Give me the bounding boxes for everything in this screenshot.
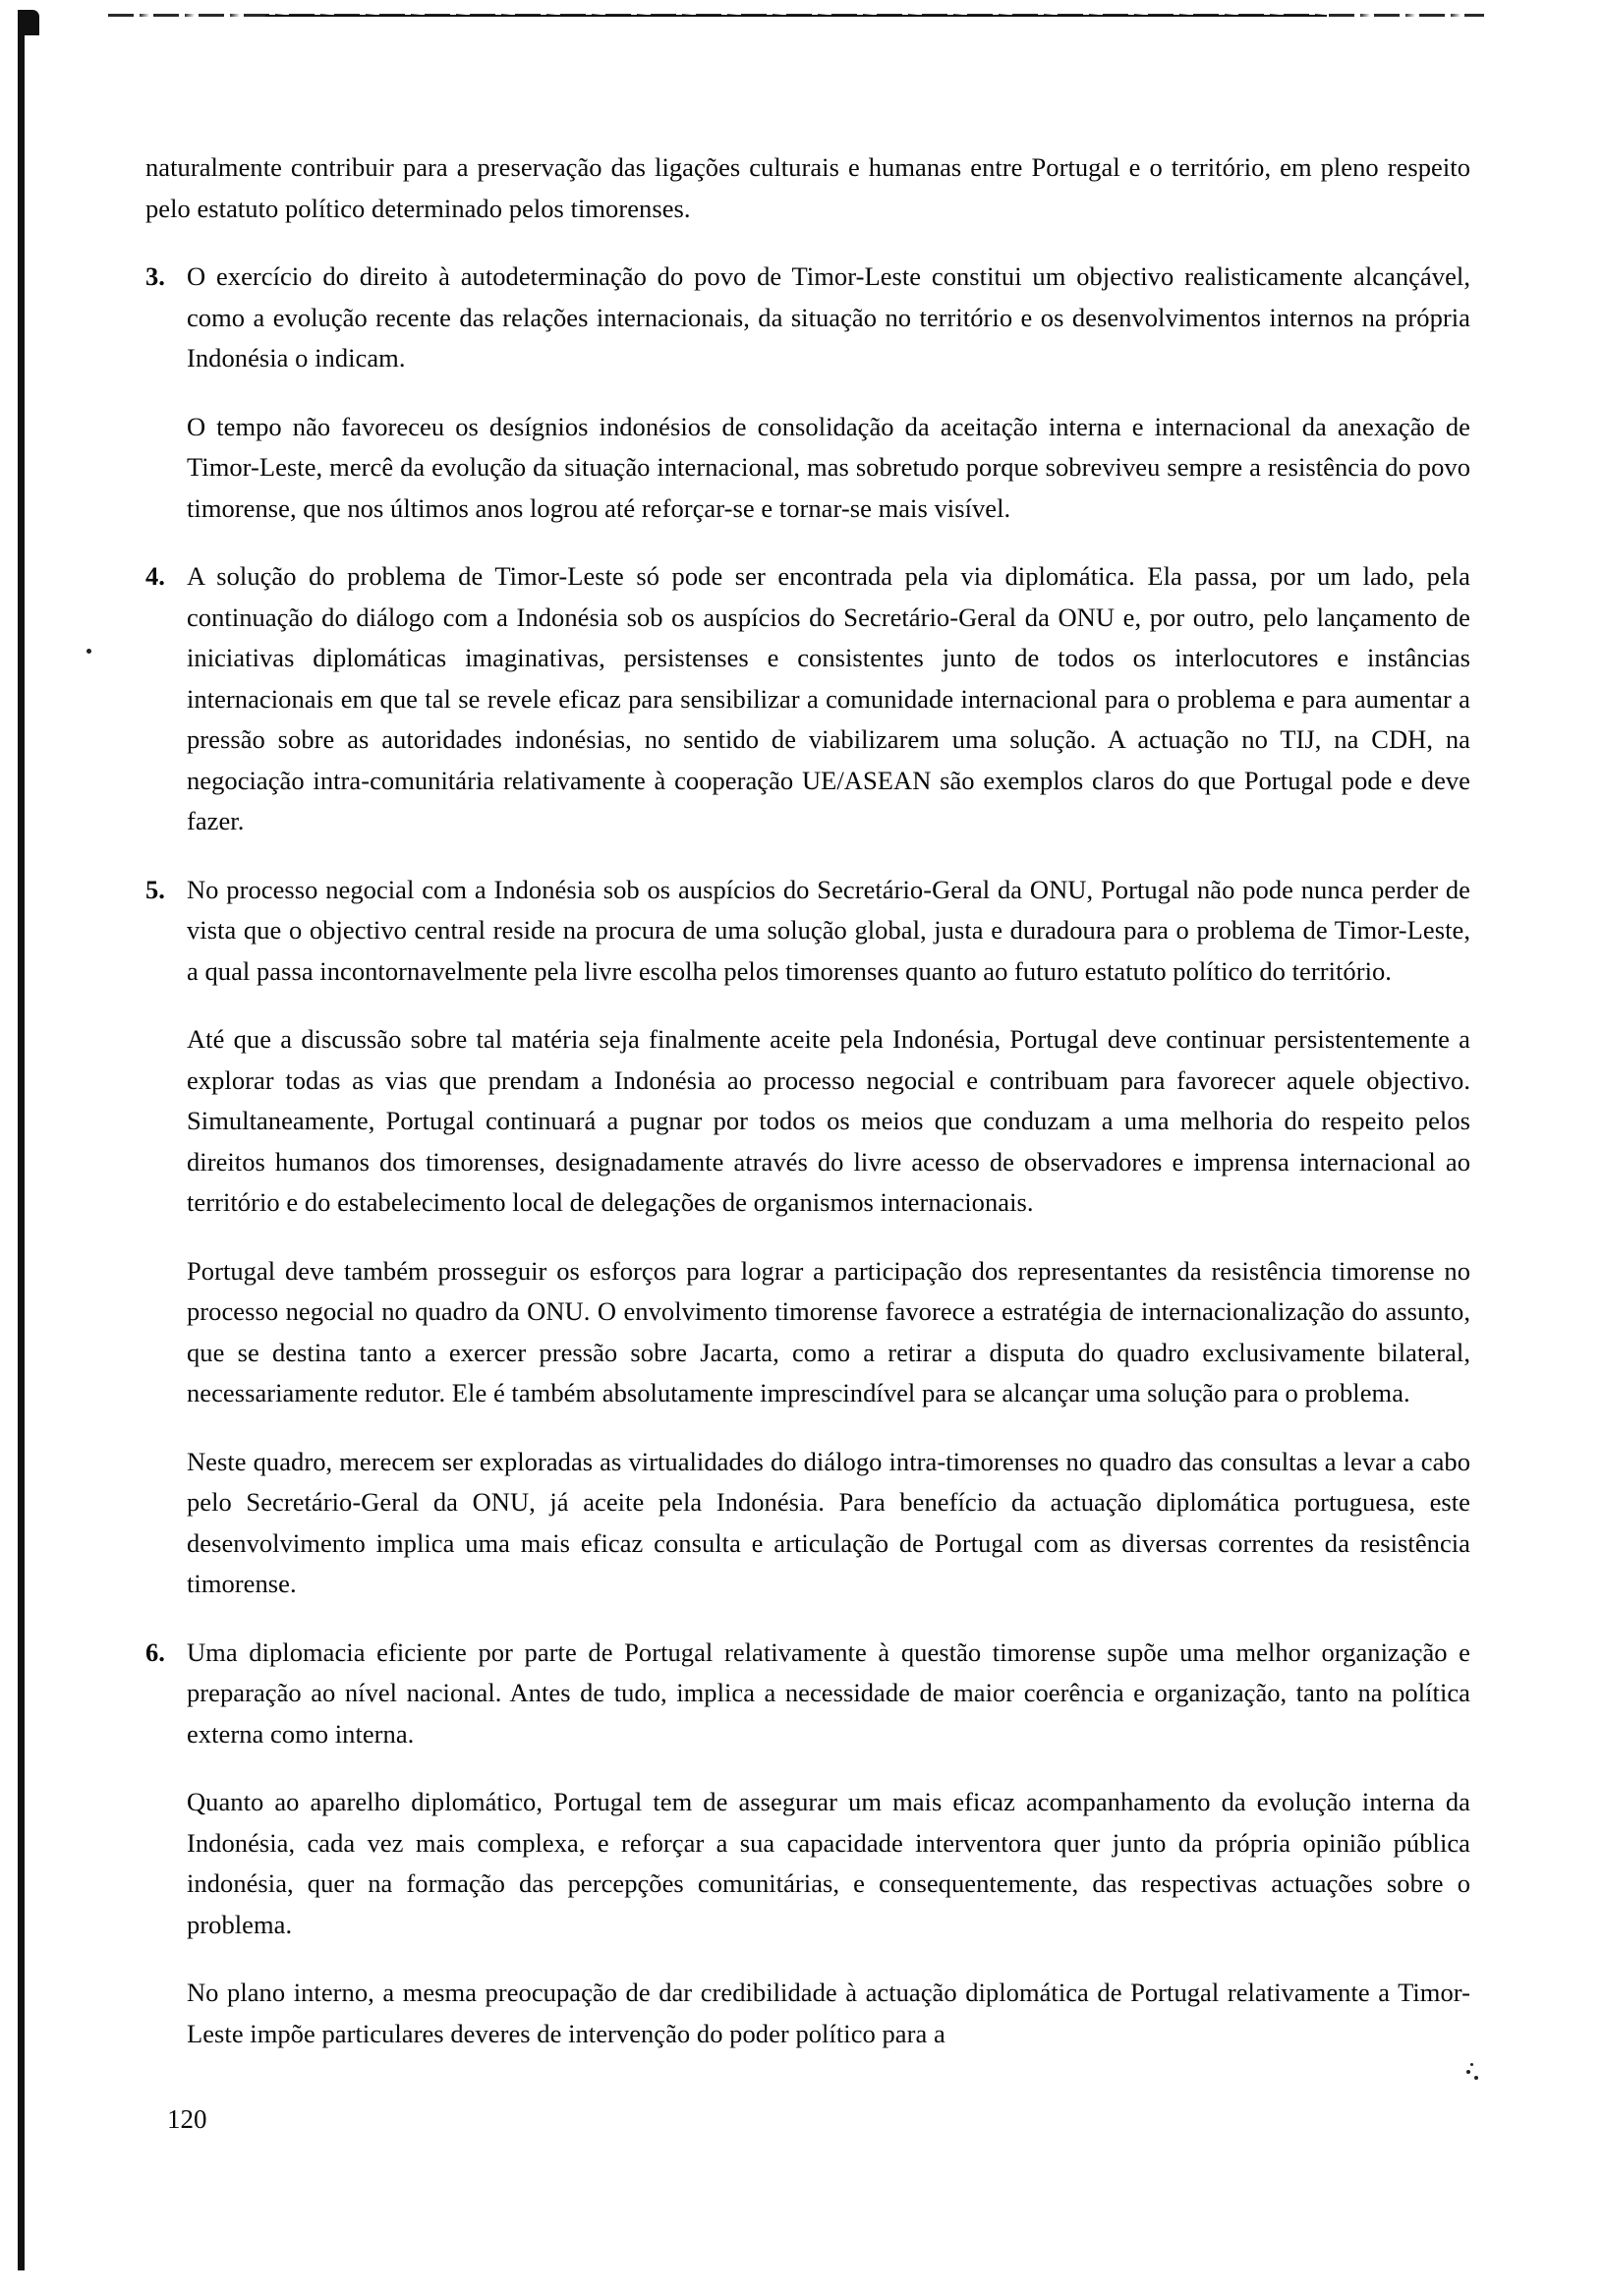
list-item-6-text: Uma diplomacia eficiente por parte de Portugal relativamente à questão timorense supõe uma melhor organização e preparação ao nível nacional. Antes de tudo, implica a necessidade de maior coerência e organização, tanto na política externa como interna. (187, 1636, 1470, 1749)
list-marker-5: 5. (145, 874, 165, 904)
paragraph-spacer (145, 1945, 1470, 1973)
paragraph-spacer (145, 379, 1470, 407)
list-item-3-paragraph-2 (145, 407, 1470, 530)
paragraph-spacer (145, 842, 1470, 870)
list-item-5-paragraph-3 (145, 1251, 1470, 1414)
list-item-6-paragraph-3-text: No plano interno, a mesma preocupação de dar credibilidade à actuação diplomática de Portugal relativamente a Timor-Leste impõe particulares deveres de intervenção do poder político para a (187, 1978, 1470, 2048)
list-marker-3: 3. (145, 261, 165, 291)
paragraph-spacer (145, 992, 1470, 1019)
list-item-4 (145, 556, 1470, 842)
corner-speck-artifact-b (1474, 2076, 1478, 2080)
list-item-3-paragraph-2-text: O tempo não favoreceu os desígnios indonésios de consolidação da aceitação interna e internacional da anexação de Timor-Leste, mercê da evolução da situação internacional, mas sobretudo porque sobreviveu sempre a resistência do povo timorense, que nos últimos anos logrou até reforçar-se e tornar-se mais visível. (187, 411, 1470, 523)
list-item-6-paragraph-3 (145, 1973, 1470, 2054)
page-number: 120 (167, 2104, 207, 2134)
paragraph-continuation: naturalmente contribuir para a preservação das ligações culturais e humanas entre Portugal e o território, em pleno respeito pelo estatuto político determinado pelos timorenses. (145, 152, 1470, 223)
corner-speck-artifact-c (1470, 2063, 1473, 2066)
list-item-5-paragraph-4 (145, 1442, 1470, 1605)
list-item-6-paragraph-2-text: Quanto ao aparelho diplomático, Portugal tem de assegurar um mais eficaz acompanhamento da evolução interna da Indonésia, cada vez mais complexa, e reforçar a sua capacidade interventora quer junto da própria opinião pública indonésia, quer na formação das percepções comunitárias, e consequentemente, das respectivas actuações sobre o problema. (187, 1787, 1470, 1939)
scan-edge-left-artifact (18, 10, 25, 2270)
list-item-5-paragraph-3-text: Portugal deve também prosseguir os esforços para lograr a participação dos representantes da resistência timorense no processo negocial no quadro da ONU. O envolvimento timorense favorece a estratégia de internacionalização do assunto, que se destina tanto a exercer pressão sobre Jacarta, como a retirar a disputa do quadro exclusivamente bilateral, necessariamente redutor. Ele é também absolutamente imprescindível para se alcançar uma solução para o problema. (187, 1255, 1470, 1407)
list-item-6-paragraph-2 (145, 1782, 1470, 1945)
list-marker-4: 4. (145, 561, 165, 591)
scan-edge-corner-artifact (18, 10, 39, 35)
paragraph-spacer (145, 1605, 1470, 1633)
list-item-3-text: O exercício do direito à autodeterminação do povo de Timor-Leste constitui um objectivo realisticamente alcançável, como a evolução recente das relações internacionais, da situação no território e os desenvolvimentos internos na própria Indonésia o indicam. (187, 261, 1470, 373)
list-item-5-paragraph-2 (145, 1019, 1470, 1224)
paragraph-spacer (145, 229, 1470, 257)
list-marker-6: 6. (145, 1636, 165, 1667)
list-item-4-text: A solução do problema de Timor-Leste só pode ser encontrada pela via diplomática. Ela passa, por um lado, pela continuação do diálogo com a Indonésia sob os auspícios do Secretário-Geral da ONU e, por outro, pelo lançamento de iniciativas diplomáticas imaginativas, persistenses e consistentes junto de todos os interlocutores e instâncias internacionais em que tal se revele eficaz para sensibilizar a comunidade internacional para o problema e para aumentar a pressão sobre as autoridades indonésias, no sentido de viabilizarem uma solução. A actuação no TIJ, na CDH, na negociação intra-comunitária relativamente à cooperação UE/ASEAN são exemplos claros do que Portugal pode e deve fazer. (187, 561, 1470, 835)
list-item-5 (145, 870, 1470, 993)
list-item-5-text: No processo negocial com a Indonésia sob os auspícios do Secretário-Geral da ONU, Portugal não pode nunca perder de vista que o objectivo central reside na procura de uma solução global, justa e duradoura para o problema de Timor-Leste, a qual passa incontornavelmente pela livre escolha pelos timorenses quanto ao futuro estatuto político do território. (187, 874, 1470, 986)
list-item-5-paragraph-4-text: Neste quadro, merecem ser exploradas as virtualidades do diálogo intra-timorenses no quadro das consultas a levar a cabo pelo Secretário-Geral da ONU, já aceite pela Indonésia. Para benefício da actuação diplomática portuguesa, este desenvolvimento implica uma mais eficaz consulta e articulação de Portugal com as diversas correntes da resistência timorense. (187, 1446, 1470, 1598)
list-item-6 (145, 1633, 1470, 1755)
list-item-3 (145, 257, 1470, 379)
margin-speck-artifact (86, 649, 91, 654)
paragraph-spacer (145, 1754, 1470, 1782)
corner-speck-artifact-a (1466, 2070, 1470, 2074)
paragraph-spacer (145, 1414, 1470, 1442)
paragraph-spacer (145, 529, 1470, 556)
paragraph-spacer (145, 1224, 1470, 1251)
list-item-5-paragraph-2-text: Até que a discussão sobre tal matéria seja finalmente aceite pela Indonésia, Portugal deve continuar persistentemente a explorar todas as vias que prendam a Indonésia ao processo negocial e contribuam para favorecer aquele objectivo. Simultaneamente, Portugal continuará a pugnar por todos os meios que conduzam a uma melhoria do respeito pelos direitos humanos dos timorenses, designadamente através do livre acesso de observadores e imprensa internacional ao território e do estabelecimento local de delegações de organismos internacionais. (187, 1024, 1470, 1217)
document-body (145, 147, 1470, 2054)
scan-edge-top-line-artifact (265, 15, 1327, 17)
